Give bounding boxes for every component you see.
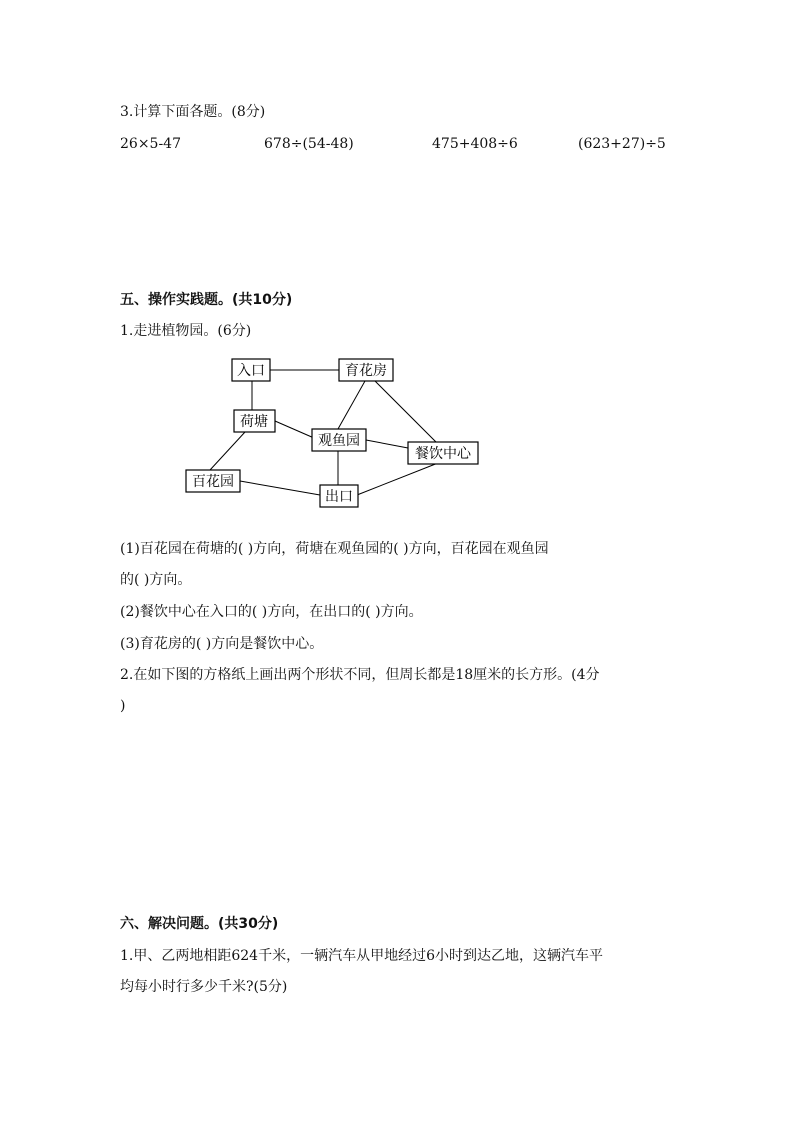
node-entrance xyxy=(232,359,270,381)
q3-title: 3.计算下面各题。(8分) xyxy=(120,104,266,120)
node-flower-garden xyxy=(186,470,240,492)
node-exit xyxy=(320,485,358,507)
node-nursery-label: 育花房 xyxy=(345,363,387,379)
expression-3: 475+408÷6 xyxy=(432,136,518,152)
node-flower-garden-label: 百花园 xyxy=(192,474,234,490)
s6-q1-line1: 1.甲、乙两地相距624千米，一辆汽车从甲地经过6小时到达乙地，这辆汽车平 xyxy=(120,948,603,964)
edge-lotus-fish xyxy=(275,421,314,438)
q1-title: 1.走进植物园。(6分) xyxy=(120,323,252,339)
node-nursery xyxy=(339,359,393,381)
section6-heading: 六、解决问题。(共30分) xyxy=(120,916,279,932)
edge-nursery-dining xyxy=(375,381,436,442)
edge-exit-dining xyxy=(357,463,438,495)
edge-nursery-fish xyxy=(338,381,365,429)
q1-sub1-line1: (1)百花园在荷塘的( )方向，荷塘在观鱼园的( )方向，百花园在观鱼园 xyxy=(120,541,549,557)
node-fish-garden xyxy=(312,429,366,451)
node-exit-label: 出口 xyxy=(325,489,353,505)
q1-sub3: (3)育花房的( )方向是餐饮中心。 xyxy=(120,636,324,652)
node-lotus-pond xyxy=(234,410,275,432)
q2-line1: 2.在如下图的方格纸上画出两个形状不同，但周长都是18厘米的长方形。(4分 xyxy=(120,667,600,683)
expression-4: (623+27)÷5 xyxy=(578,136,666,152)
edge-fish-dining xyxy=(366,440,408,448)
q1-sub2: (2)餐饮中心在入口的( )方向，在出口的( )方向。 xyxy=(120,604,423,620)
node-fish-garden-label: 观鱼园 xyxy=(318,433,360,449)
edge-lotus-flower xyxy=(210,432,245,470)
s6-q1-line2: 均每小时行多少千米?(5分) xyxy=(120,979,288,995)
node-dining-center-label: 餐饮中心 xyxy=(415,446,471,462)
expression-1: 26×5-47 xyxy=(120,136,181,152)
node-entrance-label: 入口 xyxy=(237,363,265,379)
q2-line2: ) xyxy=(120,698,126,714)
edge-flower-exit xyxy=(240,481,320,495)
node-dining-center xyxy=(408,442,478,464)
expression-2: 678÷(54-48) xyxy=(264,136,354,152)
node-lotus-pond-label: 荷塘 xyxy=(240,414,268,430)
section5-heading: 五、操作实践题。(共10分) xyxy=(120,292,293,308)
q1-sub1-line2: 的( )方向。 xyxy=(120,572,192,588)
